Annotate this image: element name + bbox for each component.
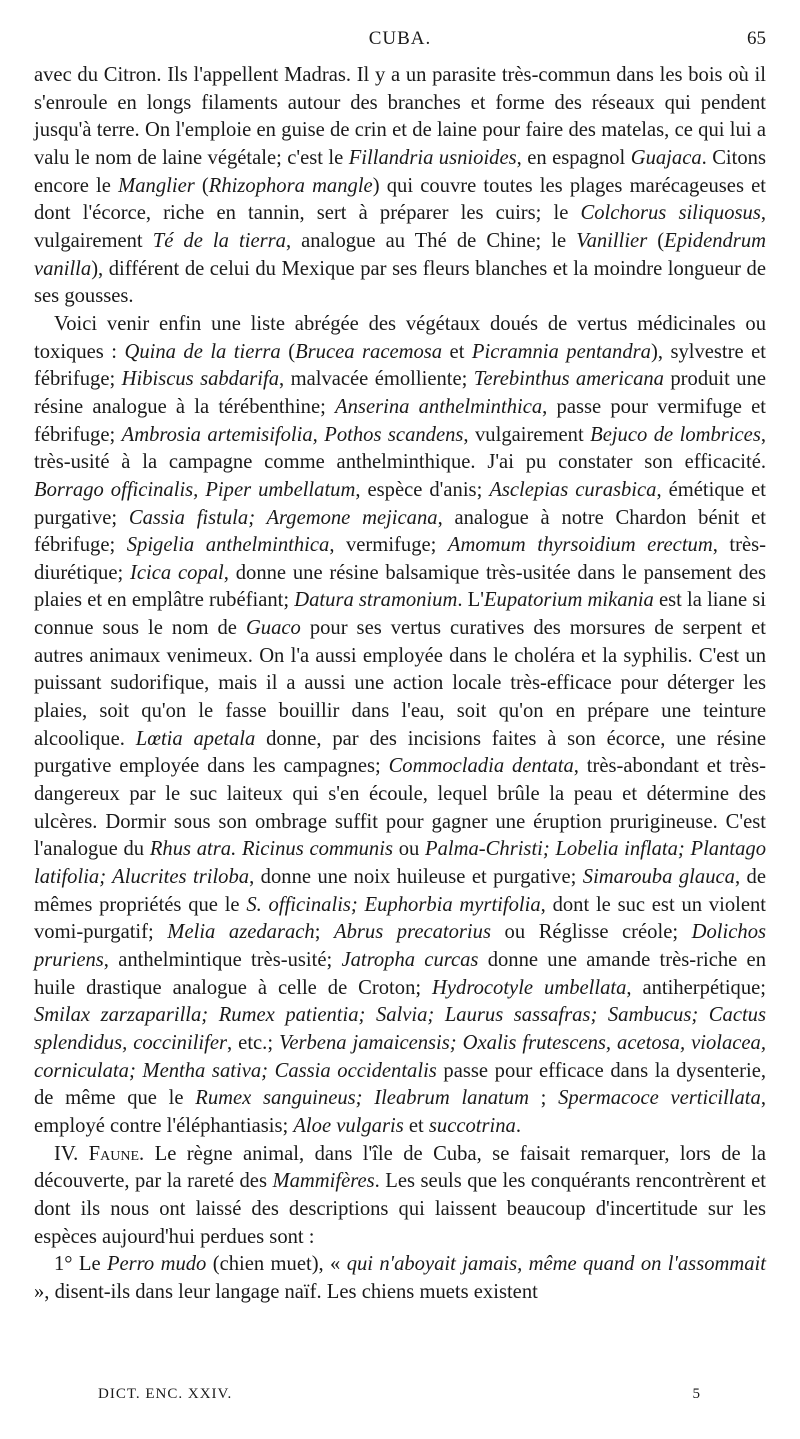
text-run: ) qui couvre toutes les plages marécageuses et dont l'écorce, riche en tannin, sert à préparer les cuirs; le bbox=[34, 174, 766, 225]
text-run: avec du Citron. Ils l'appellent Madras. Il y a un parasite très-commun dans les bois où il s'enroule en longs filaments autour des branches et forme des réseaux qui pendent jusqu'à terre. On l'emploie en guise de crin et de laine pour faire des matelas, ce qui lui a valu le nom de laine végétale; c'est le bbox=[34, 64, 766, 169]
italic-term: Palma-Christi; Lobelia inflata; Plantago latifolia; Alucrites triloba bbox=[34, 838, 766, 889]
text-run: , vulgairement bbox=[463, 423, 591, 446]
text-run: , etc.; bbox=[227, 1031, 280, 1054]
text-run: , très-diurétique; bbox=[34, 534, 766, 584]
text-run: . Citons encore le bbox=[34, 146, 766, 197]
italic-term: Vanillier bbox=[576, 229, 648, 252]
section-heading: Faune bbox=[88, 1142, 140, 1165]
text-run: , analogue au Thé de Chine; le bbox=[285, 229, 577, 252]
italic-term: Guajaca bbox=[630, 146, 702, 169]
italic-term: Smilax zarzaparilla; Rumex patientia; Salvia; Laurus sassafras; Sambucus; Cactus splendidus, coccinilifer bbox=[34, 1004, 766, 1054]
text-run: (chien muet), « bbox=[206, 1253, 347, 1276]
text-run: , donne une résine balsamique très-usitée dans le pansement des plaies et en emplâtre rubéfiant; bbox=[34, 561, 766, 612]
text-run: ), sylvestre et fébrifuge; bbox=[34, 340, 766, 391]
italic-term: Melia azedarach bbox=[167, 921, 315, 944]
italic-term: Cassia fistula; Argemone mejicana bbox=[128, 506, 438, 529]
text-run: , employé contre l'éléphantiasis; bbox=[34, 1087, 766, 1137]
paragraph-flora-1 bbox=[34, 62, 766, 311]
italic-term: Amomum thyrsoidium erectum bbox=[447, 534, 713, 557]
paragraph-perro-mudo bbox=[34, 1251, 766, 1306]
text-run: , très-usité à la campagne comme anthelminthique. J'ai pu constater son efficacité. bbox=[34, 423, 766, 474]
text-run: ), différent de celui du Mexique par ses fleurs blanches et la moindre longueur de ses gousses. bbox=[34, 257, 766, 308]
italic-term: Perro mudo bbox=[106, 1253, 207, 1276]
italic-term: Lœtia apetala bbox=[135, 727, 256, 750]
text-run: ( bbox=[280, 340, 296, 363]
italic-term: Anserina anthelminthica bbox=[335, 395, 543, 418]
italic-term: Quina de la tierra bbox=[124, 340, 281, 363]
italic-term: Simarouba glauca bbox=[582, 866, 735, 889]
italic-term: Spermacoce verticillata bbox=[558, 1087, 761, 1110]
italic-term: Mammifères bbox=[272, 1170, 375, 1193]
italic-term: Rumex sanguineus; Ileabrum lanatum bbox=[195, 1087, 529, 1110]
italic-term: qui n'aboyait jamais, même quand on l'assommait bbox=[346, 1253, 766, 1276]
italic-term: Verbena jamaicensis; Oxalis frutescens, acetosa, violacea, corniculata; Mentha sativa; Cassia occidentalis bbox=[34, 1031, 767, 1082]
text-run: , en espagnol bbox=[516, 146, 631, 169]
text-run: , émétique et purgative; bbox=[34, 478, 766, 529]
running-head bbox=[34, 28, 766, 56]
text-run: est la liane si connue sous le nom de bbox=[34, 589, 766, 640]
text-run: . L' bbox=[457, 589, 484, 612]
text-run: passe pour efficace dans la dysenterie, de même que le bbox=[34, 1059, 766, 1110]
text-run: , vermifuge; bbox=[329, 534, 448, 557]
italic-term: Dolichos pruriens bbox=[34, 921, 767, 971]
text-run: , antiherpétique; bbox=[626, 976, 767, 999]
paragraph-medicinal-plants bbox=[34, 311, 766, 1141]
italic-term: Abrus precatorius bbox=[334, 921, 491, 944]
italic-term: Borrago officinalis, Piper umbellatum bbox=[34, 478, 356, 501]
italic-term: Aloe vulgaris bbox=[293, 1114, 404, 1137]
page-footer bbox=[70, 1386, 700, 1410]
text-run: . Le règne animal, dans l'île de Cuba, se faisait remarquer, lors de la découverte, par la rareté des bbox=[34, 1142, 766, 1193]
body-text bbox=[34, 62, 766, 1307]
italic-term: Datura stramonium bbox=[294, 589, 458, 612]
italic-term: Eupatorium mikania bbox=[483, 589, 654, 612]
italic-term: Epidendrum vanilla bbox=[34, 229, 766, 280]
text-run: . Les seuls que les conquérants rencontrèrent et dont ils nous ont laissé des descriptions qui laissent beaucoup d'incertitude sur les espèces aujourd'hui perdues sont : bbox=[34, 1170, 766, 1248]
page-number: 65 bbox=[747, 28, 766, 49]
text-run: ( bbox=[194, 174, 209, 197]
text-run: , malvacée émolliente; bbox=[279, 368, 474, 391]
sheet-number: 5 bbox=[692, 1386, 700, 1402]
text-run: , dont le suc est un violent vomi-purgatif; bbox=[34, 893, 766, 944]
text-run: ; bbox=[528, 1087, 559, 1110]
italic-term: Rhus atra. Ricinus communis bbox=[149, 838, 393, 861]
italic-term: Guaco bbox=[245, 617, 301, 640]
text-run: », disent-ils dans leur langage naïf. Les chiens muets existent bbox=[34, 1280, 538, 1303]
text-run: , de mêmes propriétés que le bbox=[34, 866, 766, 916]
italic-term: Fillandria usnioides bbox=[348, 146, 517, 169]
text-run: . bbox=[515, 1114, 522, 1137]
text-run: pour ses vertus curatives des morsures de serpent et autres animaux venimeux. On l'a aussi employée dans le choléra et la syphilis. C'est un puissant sudorifique, mais il a aussi une action locale très-efficace pour déterger les plaies, soit qu'on le fasse bouillir dans l'eau, soit qu'on en prépare une teinture alcoolique. bbox=[34, 617, 766, 750]
italic-term: Asclepias curasbica bbox=[489, 478, 657, 501]
text-run: et bbox=[442, 340, 472, 363]
italic-term: S. officinalis; Euphorbia myrtifolia bbox=[246, 893, 541, 916]
text-run: , vulgairement bbox=[34, 202, 766, 252]
text-run: produit une résine analogue à la térébenthine; bbox=[34, 368, 767, 418]
italic-term: Té de la tierra bbox=[152, 229, 286, 252]
text-run: , anthelmintique très-usité; bbox=[103, 949, 342, 971]
text-run: , donne une noix huileuse et purgative; bbox=[249, 866, 583, 889]
text-run: et bbox=[403, 1114, 429, 1137]
italic-term: Picramnia pentandra bbox=[471, 340, 651, 363]
italic-term: Hibiscus sabdarifa bbox=[121, 368, 280, 391]
text-run: donne une amande très-riche en huile drastique analogue à celle de Croton; bbox=[34, 949, 766, 999]
italic-term: Ambrosia artemisifolia, Pothos scandens bbox=[121, 423, 464, 446]
text-run: , passe pour vermifuge et fébrifuge; bbox=[34, 395, 766, 446]
italic-term: Hydrocotyle umbellata bbox=[432, 976, 627, 999]
text-run: , analogue à notre Chardon bénit et fébrifuge; bbox=[34, 506, 766, 557]
text-run: ou bbox=[392, 838, 426, 861]
text-run: 1° Le bbox=[54, 1253, 107, 1276]
running-title: CUBA. bbox=[368, 28, 432, 49]
text-run: , espèce d'anis; bbox=[355, 478, 490, 501]
text-run: ; bbox=[314, 921, 334, 944]
italic-term: Jatropha curcas bbox=[341, 949, 479, 971]
text-run: IV. bbox=[54, 1142, 89, 1165]
volume-signature: DICT. ENC. XXIV. bbox=[98, 1386, 233, 1402]
text-run: donne, par des incisions faites à son écorce, une résine purgative employée dans les campagnes; bbox=[34, 727, 766, 778]
italic-term: Bejuco de lombrices bbox=[590, 423, 761, 446]
italic-term: Brucea racemosa bbox=[295, 340, 443, 363]
italic-term: succotrina bbox=[428, 1114, 516, 1137]
italic-term: Commocladia dentata bbox=[388, 755, 574, 778]
text-run: , très-abondant et très-dangereux par le suc laiteux qui s'en écoule, lequel brûle la peau et détermine des ulcères. Dormir sous son ombrage suffit pour gagner une éruption prurigineuse. C'est l'analogue du bbox=[34, 755, 766, 861]
text-run: ou Réglisse créole; bbox=[490, 921, 692, 944]
text-run: ( bbox=[647, 229, 665, 252]
text-run: Voici venir enfin une liste abrégée des végétaux doués de vertus médicinales ou toxiques : bbox=[34, 312, 766, 363]
italic-term: Manglier bbox=[118, 174, 195, 197]
italic-term: Terebinthus americana bbox=[473, 368, 664, 391]
italic-term: Icica copal bbox=[130, 561, 224, 584]
italic-term: Spigelia anthelminthica bbox=[126, 534, 330, 557]
paragraph-fauna bbox=[34, 1141, 766, 1252]
italic-term: Colchorus siliquosus bbox=[580, 202, 761, 225]
italic-term: Rhizophora mangle bbox=[208, 174, 373, 197]
